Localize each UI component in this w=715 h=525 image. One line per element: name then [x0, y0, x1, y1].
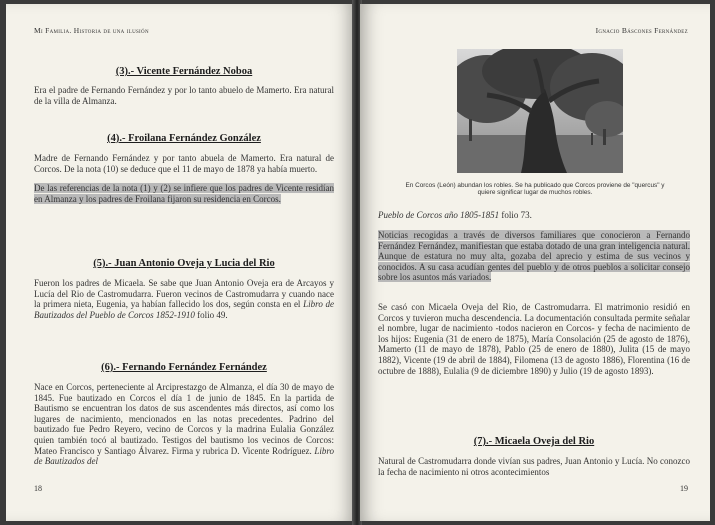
section-6-heading: (6).- Fernando Fernández Fernández [101, 362, 267, 373]
right-folio: 19 [680, 484, 688, 493]
family-notes-highlight: Noticias recogidas a través de diversos familiares que conocieron a Fernando Fernández Fernández, manifiestan que estaba dotado de una gran inteligencia natural. Aunque de estatura no muy alta, gozaba del aprecio y estima de sus vecinos y conocidos. A su casa acudían gentes del pueblo y de otros pueblos a solicitar consejo sobre los asuntos más variados. [378, 230, 690, 283]
section-6-text: Nace en Corcos, perteneciente al Arciprestazgo de Almanza, el día 30 de mayo de 1845. Fue bautizado en Corcos el día 1 de junio de 1845. En la partida de Bautismo se encuentran los datos de sus ascendentes más directos, así como los lugares de nacimiento, mencionados en las notas precedentes. Padrino del bautizado fue Pedro Reyero, vecino de Corcos y la madrina Eulalia González quien también tocó al bautizado. Testigos del bautismo los vecinos de Corcos: Mateo Francisco y Santiago Álvarez. Firma y rubrica D. Vicente Rodríguez. [34, 382, 334, 456]
source-book-title: Pueblo de Corcos año 1805-1851 [378, 210, 500, 220]
section-4-paragraph: Madre de Fernando Fernández y por tanto abuela de Mamerto. Era natural de Corcos. De la nota (10) se deduce que el 11 de mayo de 1878 ya había muerto. [34, 153, 334, 174]
section-5 [34, 258, 334, 320]
section-5-text: Fueron los padres de Micaela. Se sabe que Juan Antonio Oveja era de Arcayos y Lucía del Rio de Castromudarra. Fueron vecinos de Castromudarra y cuando nace la primera nieta, Eugenia, ya habían fallecido los dos, según consta en el [34, 278, 334, 310]
section-7-heading: (7).- Micaela Oveja del Rio [473, 436, 595, 447]
left-page [6, 4, 354, 521]
marriage-paragraph: Se casó con Micaela Oveja del Rio, de Castromudarra. El matrimonio residió en Corcos y tuvieron mucha descendencia. La documentación consultada permite señalar el nombre, lugar de nacimiento -todos nacieron en Corcos- y fecha de nacimiento de los hijos: Eugenia (31 de enero de 1875), María Consolación (25 de agosto de 1876), Mamerto (11 de mayo de 1878), Pablo (25 de enero de 1880), Julita (15 de mayo 1882), Vicente (19 de abril de 1884), Filomena (13 de agosto 1886), Florentina (16 de octubre de 1888), Eulalia (9 de diciembre 1890) y Julio (19 de agosto 1893). [378, 302, 690, 376]
section-5-heading: (5).- Juan Antonio Oveja y Lucia del Rio [93, 258, 275, 269]
section-4-heading: (4).- Froilana Fernández González [107, 133, 261, 144]
section-3 [34, 66, 334, 106]
section-7-paragraph: Natural de Castromudarra donde vivían sus padres, Juan Antonio y Lucía. No conozco la fecha de nacimiento ni otros acontecimientos [378, 456, 690, 477]
source-reference [378, 210, 690, 221]
section-7 [378, 436, 690, 477]
photo-caption: En Corcos (León) abundan los robles. Se ha publicado que Corcos proviene de "quercus" y quiere significar lugar de muchos robles. [405, 182, 665, 197]
source-folio: folio 73. [501, 210, 532, 220]
section-6-paragraph [34, 382, 334, 467]
section-3-paragraph: Era el padre de Fernando Fernández y por lo tanto abuelo de Mamerto. Era natural de la villa de Almanza. [34, 85, 334, 106]
section-4 [34, 133, 334, 204]
right-page [360, 4, 710, 521]
section-6-book-title: Libro de Bautizados del [34, 445, 334, 467]
oak-tree-illustration [457, 49, 623, 173]
section-5-folio: folio 49. [197, 309, 228, 320]
section-5-book-title: Libro de Bautizados del Pueblo de Corcos 1852-1910 [34, 299, 334, 320]
section-6 [34, 362, 334, 467]
marriage-paragraph-block [378, 302, 690, 376]
section-5-paragraph [34, 278, 334, 320]
right-running-head: Ignacio Báscones Fernández [595, 26, 688, 35]
left-folio: 18 [34, 484, 42, 493]
section-3-heading: (3).- Vicente Fernández Noboa [115, 66, 253, 77]
section-4-highlight: De las referencias de la nota (1) y (2) se infiere que los padres de Vicente residían en Almanza y los padres de Froilana fijaron su residencia en Corcos. [34, 183, 334, 204]
oak-tree-photo [457, 49, 623, 173]
highlight-block [378, 230, 690, 283]
left-running-head: Mi Familia. Historia de una ilusión [34, 26, 149, 35]
